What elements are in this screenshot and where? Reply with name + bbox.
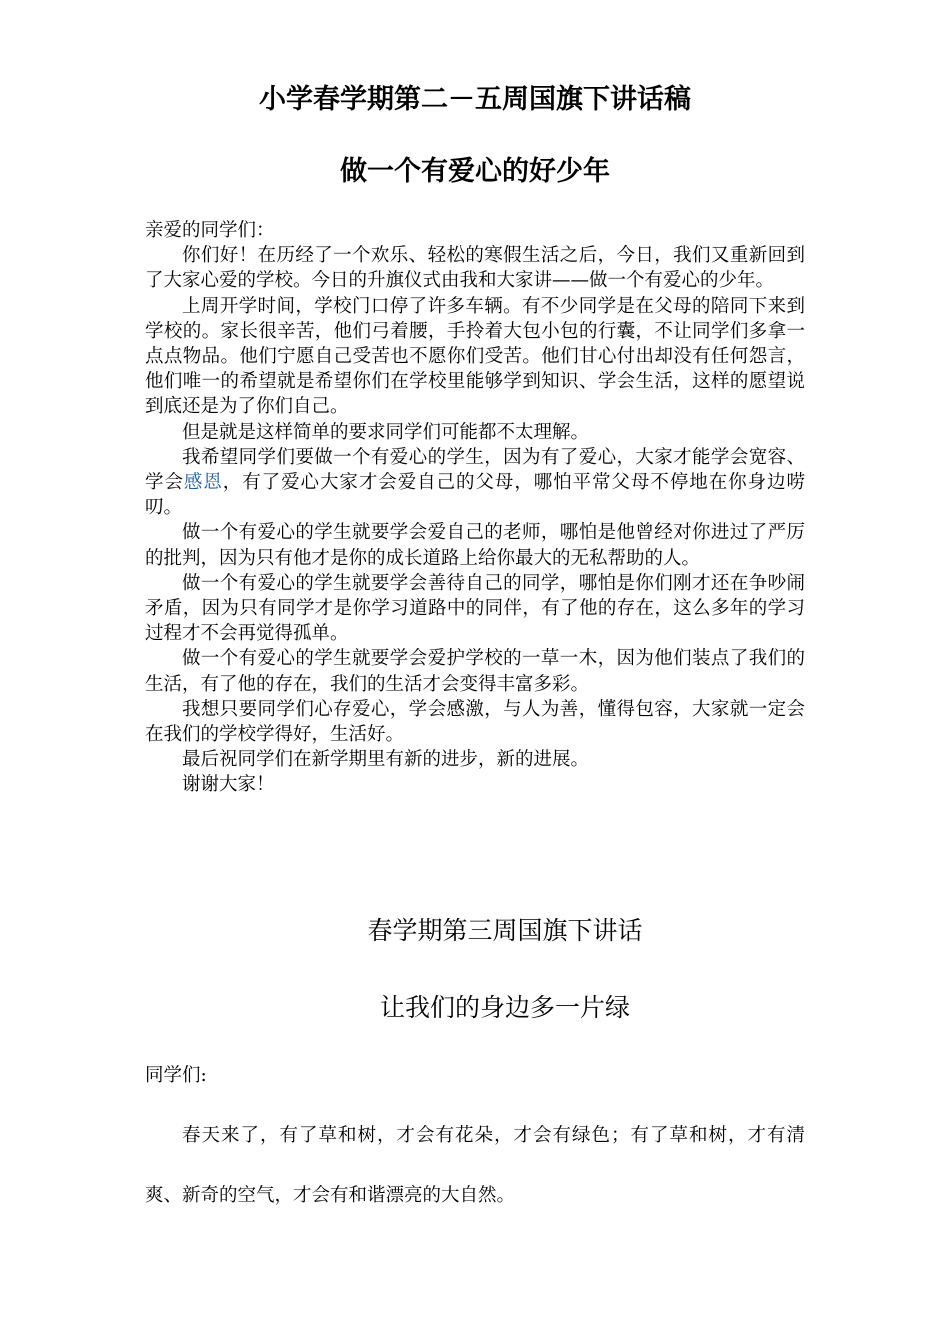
- speech-subtitle: 做一个有爱心的好少年: [340, 156, 610, 187]
- speech2-title: 春学期第三周国旗下讲话: [367, 916, 643, 945]
- speech-title: 小学春学期第二－五周国旗下讲话稿: [259, 84, 691, 115]
- paragraph: [145, 445, 805, 521]
- paragraph: 春天来了，有了草和树，才会有花朵，才会有绿色；有了草和树，才有清爽、新奇的空气，才会有和谐漂亮的大自然。: [145, 1125, 805, 1206]
- speech2-body: [145, 1062, 805, 1226]
- speech2-subtitle: 让我们的身边多一片绿: [379, 993, 630, 1022]
- greeting: 同学们:: [145, 1065, 207, 1086]
- paragraph: 做一个有爱心的学生就要学会爱护学校的一草一木，因为他们装点了我们的生活，有了他的存在，我们的生活才会变得丰富多彩。: [145, 648, 805, 695]
- paragraph: 但是就是这样简单的要求同学们可能都不太理解。: [182, 421, 590, 443]
- paragraph: 上周开学时间，学校门口停了许多车辆。有不少同学是在父母的陪同下来到学校的。家长很辛苦，他们弓着腰，手拎着大包小包的行囊，不让同学们多拿一点点物品。他们宁愿自己受苦也不愿你们受苦。他们甘心付出却没有任何怨言，他们唯一的希望就是希望你们在学校里能够学到知识、学会生活，这样的愿望说到底还是为了你们自己。: [145, 295, 805, 418]
- speech-body: [145, 218, 805, 798]
- gratitude-link[interactable]: 感恩: [183, 472, 223, 494]
- greeting: 亲爱的同学们：: [145, 220, 275, 241]
- paragraph: 最后祝同学们在新学期里有新的进步，新的进展。: [182, 749, 590, 771]
- closing-line: 谢谢大家！: [182, 774, 275, 796]
- paragraph-text: 我希望同学们要做一个有爱心的学生，因为有了爱心，大家才能学会宽容、学会: [145, 446, 805, 494]
- paragraph-text: ，有了爱心大家才会爱自己的父母，哪怕平常父母不停地在你身边唠叨。: [145, 472, 805, 519]
- paragraph: 做一个有爱心的学生就要学会善待自己的同学，哪怕是你们刚才还在争吵闹矛盾，因为只有同学才是你学习道路中的同伴，有了他的存在，这么多年的学习过程才不会再觉得孤单。: [145, 572, 805, 645]
- paragraph: 你们好！在历经了一个欢乐、轻松的寒假生活之后，今日，我们又重新回到了大家心爱的学校。今日的升旗仪式由我和大家讲——做一个有爱心的少年。: [145, 245, 805, 292]
- paragraph: 做一个有爱心的学生就要学会爱自己的老师，哪怕是他曾经对你进过了严厉的批判，因为只有他才是你的成长道路上给你最大的无私帮助的人。: [145, 522, 805, 569]
- paragraph: 我想只要同学们心存爱心，学会感激，与人为善，懂得包容，大家就一定会在我们的学校学得好，生活好。: [145, 698, 805, 746]
